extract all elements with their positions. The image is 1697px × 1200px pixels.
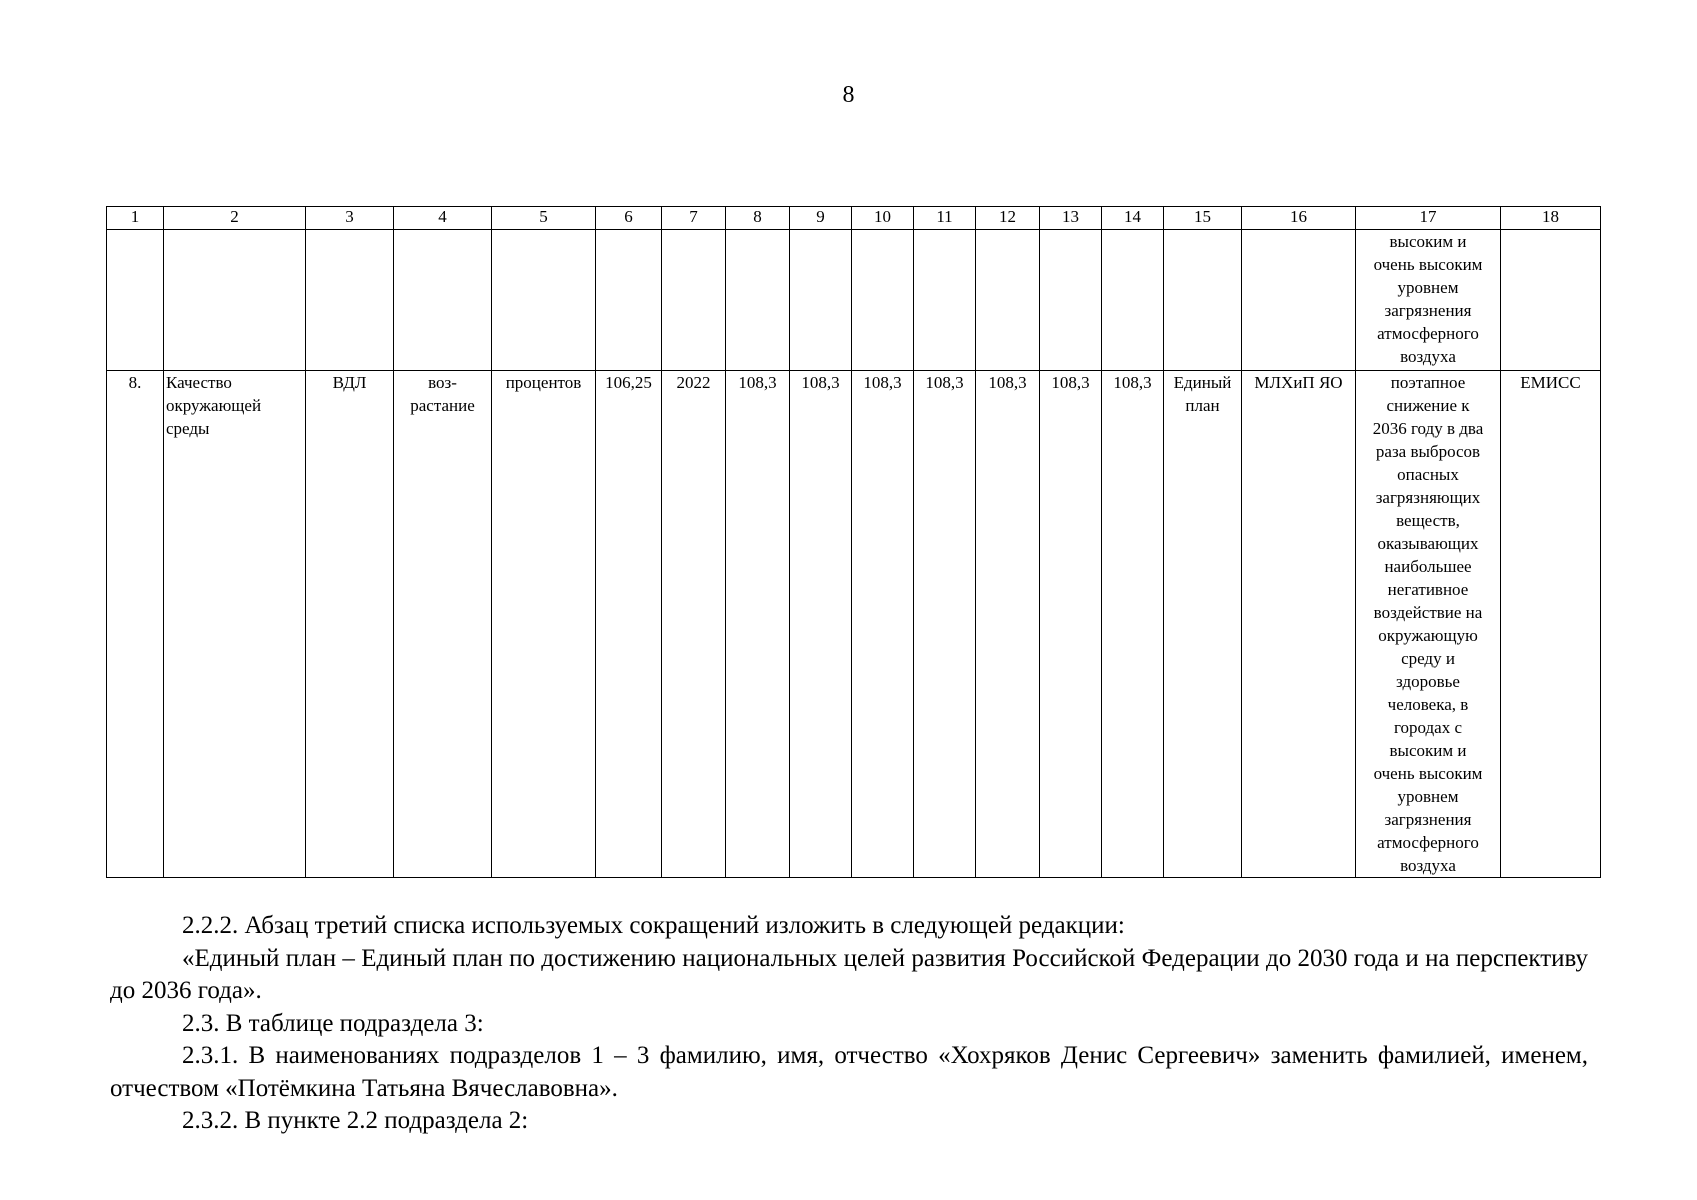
table-cell: 106,25: [596, 371, 662, 878]
table-cell: 108,3: [976, 371, 1040, 878]
table-cell: [492, 230, 596, 371]
table-cell: [726, 230, 790, 371]
table-row-8: [107, 371, 1601, 878]
table-cell: 108,3: [1102, 371, 1164, 878]
table-cell: МЛХиП ЯО: [1242, 371, 1356, 878]
table-cell: [662, 230, 726, 371]
header-cell: 6: [596, 207, 662, 230]
indicators-table: [106, 206, 1601, 878]
table-cell: [1164, 230, 1242, 371]
table-cell: [164, 230, 306, 371]
page-number: 8: [842, 82, 855, 108]
table-cell: [1501, 230, 1601, 371]
table-cell: [1040, 230, 1102, 371]
table-cell: [976, 230, 1040, 371]
header-cell: 8: [726, 207, 790, 230]
table-cell: 108,3: [1040, 371, 1102, 878]
table-cell: 108,3: [790, 371, 852, 878]
table-cell: [1102, 230, 1164, 371]
table-cell: [306, 230, 394, 371]
header-cell: 7: [662, 207, 726, 230]
row-number: 8.: [107, 371, 164, 878]
header-cell: 15: [1164, 207, 1242, 230]
header-cell: 3: [306, 207, 394, 230]
table-cell: Единый план: [1164, 371, 1242, 878]
header-cell: 4: [394, 207, 492, 230]
header-cell: 2: [164, 207, 306, 230]
table-cell: воз- растание: [394, 371, 492, 878]
table-cell: ВДЛ: [306, 371, 394, 878]
header-cell: 18: [1501, 207, 1601, 230]
table-cell-description: высоким и очень высоким уровнем загрязнения атмосферного воздуха: [1356, 230, 1501, 371]
table-cell: [914, 230, 976, 371]
table-row-continuation: [107, 230, 1601, 371]
header-cell: 12: [976, 207, 1040, 230]
header-cell: 16: [1242, 207, 1356, 230]
header-cell: 17: [1356, 207, 1501, 230]
header-cell: 13: [1040, 207, 1102, 230]
paragraph: 2.2.2. Абзац третий списка используемых сокращений изложить в следующей редакции:: [182, 912, 1125, 939]
table-cell: [394, 230, 492, 371]
table-cell-description: поэтапное снижение к 2036 году в два раза выбросов опасных загрязняющих веществ, оказывающих наибольшее негативное воздействие на окружающую среду и здоровье человека, в городах с высоким и очень высоким уровнем загрязнения атмосферного воздуха: [1356, 371, 1501, 878]
header-cell: 11: [914, 207, 976, 230]
table-header-row: [107, 207, 1601, 230]
table-cell: 108,3: [726, 371, 790, 878]
paragraph: «Единый план – Единый план по достижению национальных целей развития Российской Федерации до 2030 года и на перспективу до 2036 года».: [110, 944, 1588, 1004]
table-cell: 108,3: [852, 371, 914, 878]
header-cell: 1: [107, 207, 164, 230]
table-cell: [596, 230, 662, 371]
paragraph: 2.3.2. В пункте 2.2 подраздела 2:: [182, 1107, 529, 1134]
table-cell: [107, 230, 164, 371]
header-cell: 10: [852, 207, 914, 230]
header-cell: 9: [790, 207, 852, 230]
table-cell: [790, 230, 852, 371]
table-cell: [852, 230, 914, 371]
table-cell: ЕМИСС: [1501, 371, 1601, 878]
paragraph: 2.3.1. В наименованиях подразделов 1 – 3 фамилию, имя, отчество «Хохряков Денис Сергеевич» заменить фамилией, именем, отчеством «Потёмкина Татьяна Вячеславовна».: [110, 1042, 1588, 1102]
header-cell: 14: [1102, 207, 1164, 230]
table-cell: процентов: [492, 371, 596, 878]
table-cell: 2022: [662, 371, 726, 878]
table-cell: 108,3: [914, 371, 976, 878]
header-cell: 5: [492, 207, 596, 230]
indicator-name: Качество окружающей среды: [164, 371, 306, 878]
paragraph: 2.3. В таблице подраздела 3:: [182, 1009, 484, 1037]
table-cell: [1242, 230, 1356, 371]
document-body: [110, 910, 1588, 1138]
